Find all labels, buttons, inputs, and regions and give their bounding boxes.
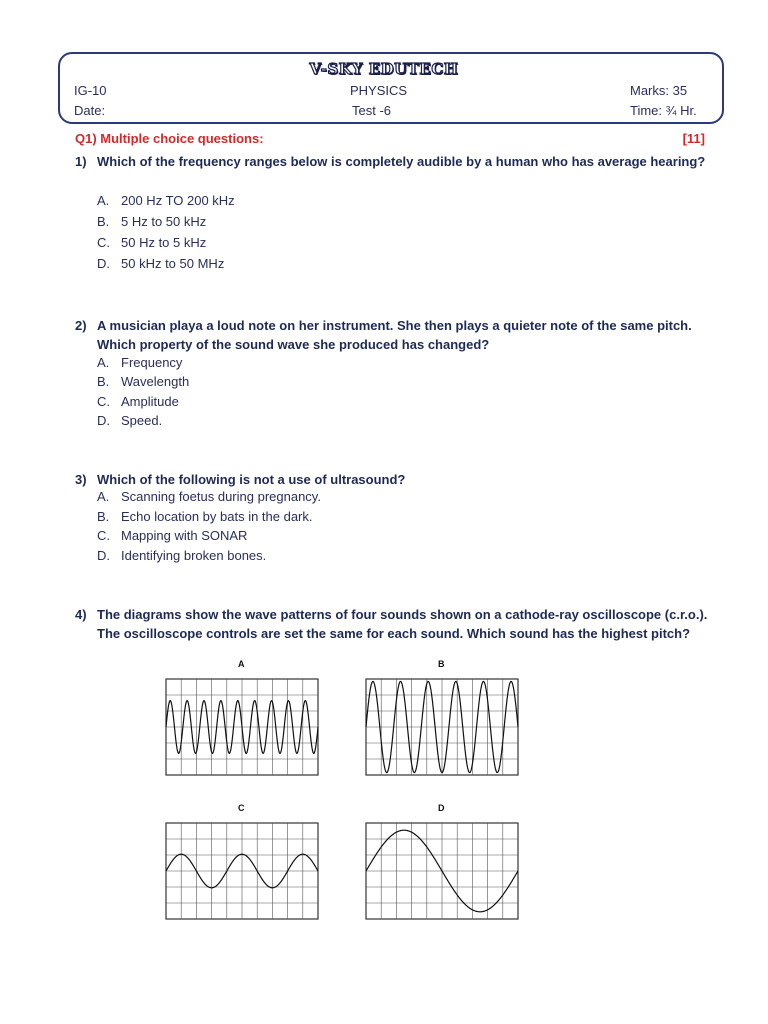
oscilloscope-a[interactable]: [165, 677, 319, 777]
question-number: 4): [75, 607, 87, 622]
time-label: Time: ¾ Hr.: [630, 103, 697, 118]
question-text: Which of the following is not a use of ultrasound?: [97, 472, 406, 487]
question-number: 2): [75, 318, 87, 333]
option-2b[interactable]: B. Wavelength: [97, 374, 190, 389]
test-label: Test -6: [352, 103, 392, 118]
question-1: [75, 152, 715, 192]
section-marks: [11]: [682, 131, 705, 146]
grade-label: IG-10: [74, 83, 107, 98]
question-4: [75, 605, 715, 645]
scope-a-label: A: [238, 659, 245, 669]
oscilloscope-b[interactable]: [365, 677, 519, 777]
question-3: [75, 470, 715, 490]
option-3b[interactable]: B. Echo location by bats in the dark.: [97, 509, 313, 524]
option-1a[interactable]: A. 200 Hz TO 200 kHz: [97, 193, 235, 208]
date-label: Date:: [74, 103, 106, 118]
subject-label: PHYSICS: [350, 83, 408, 98]
question-text: A musician playa a loud note on her instrument. She then plays a quieter note of the same pitch. Which property of the sound wave she produced has changed?: [97, 318, 692, 352]
option-1d[interactable]: D. 50 kHz to 50 MHz: [97, 256, 225, 271]
option-2a[interactable]: A. Frequency: [97, 355, 183, 370]
marks-label: Marks: 35: [630, 83, 688, 98]
scope-d-label: D: [438, 803, 445, 813]
section-title: Q1) Multiple choice questions:: [75, 131, 264, 146]
question-text: The diagrams show the wave patterns of four sounds shown on a cathode-ray oscilloscope (c.r.o.). The oscilloscope controls are set the same for each sound. Which sound has the highest pitch?: [97, 607, 708, 641]
question-2: [75, 316, 715, 356]
option-2d[interactable]: D. Speed.: [97, 413, 163, 428]
brand-title: V-SKY EDUTECH: [309, 60, 459, 78]
scope-c-label: C: [238, 803, 245, 813]
question-number: 3): [75, 472, 87, 487]
option-2c[interactable]: C. Amplitude: [97, 394, 179, 409]
option-3d[interactable]: D. Identifying broken bones.: [97, 548, 267, 563]
oscilloscope-d[interactable]: [365, 821, 519, 921]
section-heading: [75, 131, 705, 146]
option-1b[interactable]: B. 5 Hz to 50 kHz: [97, 214, 207, 229]
option-3a[interactable]: A. Scanning foetus during pregnancy.: [97, 489, 321, 504]
option-1c[interactable]: C. 50 Hz to 5 kHz: [97, 235, 207, 250]
question-text: Which of the frequency ranges below is completely audible by a human who has average hearing?: [97, 154, 706, 169]
scope-b-label: B: [438, 659, 445, 669]
question-number: 1): [75, 154, 87, 169]
oscilloscope-c[interactable]: [165, 821, 319, 921]
option-3c[interactable]: C. Mapping with SONAR: [97, 528, 248, 543]
